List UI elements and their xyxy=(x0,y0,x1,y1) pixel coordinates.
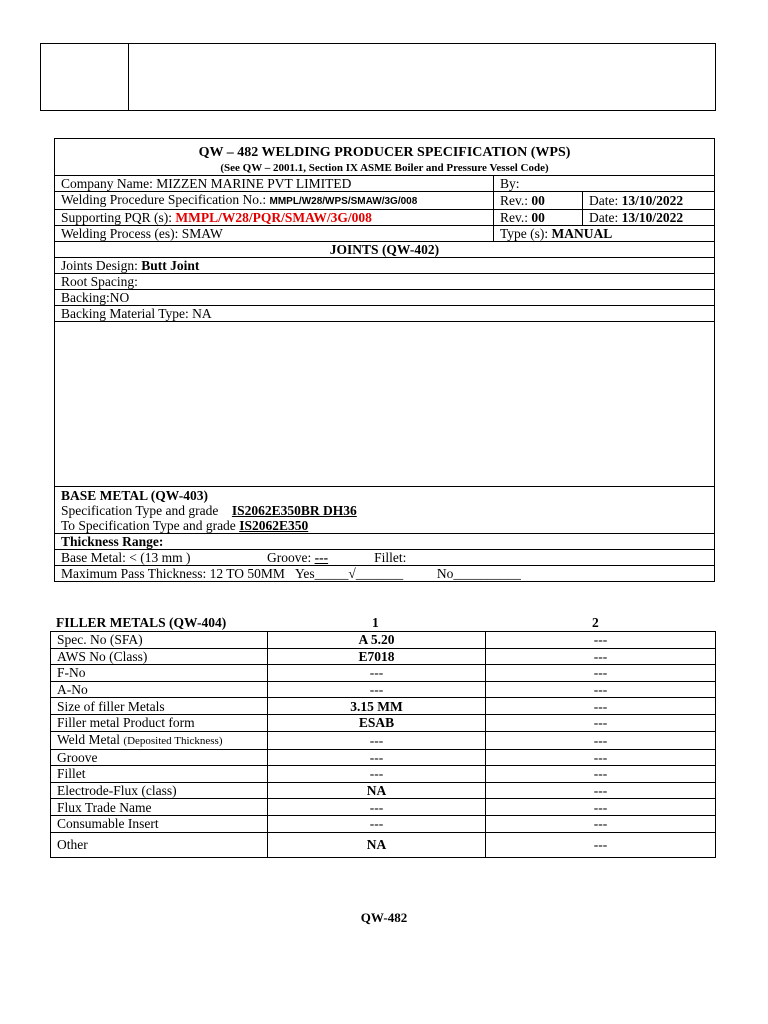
to-spec-type-grade: To Specification Type and grade IS2062E350 xyxy=(61,518,309,533)
filler-row xyxy=(51,714,716,731)
spec-type-grade: Specification Type and grade IS2062E350BR DH36 xyxy=(61,503,357,518)
filler-row xyxy=(51,749,716,766)
filler-value-1: NA xyxy=(268,782,486,799)
filler-label: AWS No (Class) xyxy=(51,648,268,665)
filler-label: Fillet xyxy=(51,766,268,783)
filler-value-1: A 5.20 xyxy=(268,632,486,649)
filler-label: Spec. No (SFA) xyxy=(51,632,268,649)
filler-value-2: --- xyxy=(486,632,716,649)
welding-process: Welding Process (es): SMAW xyxy=(55,226,494,242)
wps-date: Date: 13/10/2022 xyxy=(583,192,715,210)
filler-value-1: NA xyxy=(268,832,486,857)
filler-value-2: --- xyxy=(486,766,716,783)
by-field: By: xyxy=(494,176,715,192)
filler-label: Filler metal Product form xyxy=(51,714,268,731)
filler-value-1: --- xyxy=(268,799,486,816)
filler-label: F-No xyxy=(51,665,268,682)
filler-value-2: --- xyxy=(486,832,716,857)
wps-rev: Rev.: 00 xyxy=(494,192,583,210)
filler-value-2: --- xyxy=(486,648,716,665)
filler-value-1: ESAB xyxy=(268,714,486,731)
filler-value-2: --- xyxy=(486,714,716,731)
document-subtitle: (See QW – 2001.1, Section IX ASME Boiler and Pressure Vessel Code) xyxy=(55,162,715,176)
filler-row xyxy=(51,782,716,799)
filler-value-1: 3.15 MM xyxy=(268,698,486,715)
filler-value-1: --- xyxy=(268,665,486,682)
filler-value-1: --- xyxy=(268,731,486,749)
filler-row xyxy=(51,799,716,816)
filler-value-2: --- xyxy=(486,749,716,766)
filler-label: Groove xyxy=(51,749,268,766)
filler-label: Consumable Insert xyxy=(51,815,268,832)
filler-row xyxy=(51,665,716,682)
base-metal-thickness-row: Base Metal: < (13 mm ) Groove: --- Fillet: xyxy=(55,550,715,566)
filler-label: Weld Metal (Deposited Thickness) xyxy=(51,731,268,749)
backing-material: Backing Material Type: NA xyxy=(55,306,715,322)
joint-sketch-area xyxy=(55,322,715,487)
filler-label: A-No xyxy=(51,681,268,698)
filler-row xyxy=(51,766,716,783)
filler-row xyxy=(51,632,716,649)
filler-table xyxy=(50,631,716,858)
page-footer: QW-482 xyxy=(360,910,408,925)
filler-col-2: 2 xyxy=(592,615,599,630)
pqr-rev: Rev.: 00 xyxy=(494,210,583,226)
filler-value-1: --- xyxy=(268,749,486,766)
filler-label: Other xyxy=(51,832,268,857)
filler-row xyxy=(51,832,716,857)
filler-col-1: 1 xyxy=(372,615,379,630)
root-spacing: Root Spacing: xyxy=(55,274,715,290)
filler-value-1: E7018 xyxy=(268,648,486,665)
filler-label: Size of filler Metals xyxy=(51,698,268,715)
filler-row xyxy=(51,731,716,749)
filler-value-2: --- xyxy=(486,815,716,832)
filler-value-2: --- xyxy=(486,698,716,715)
pqr-date: Date: 13/10/2022 xyxy=(583,210,715,226)
filler-value-1: --- xyxy=(268,681,486,698)
joints-design: Joints Design: Butt Joint xyxy=(55,258,715,274)
filler-row xyxy=(51,648,716,665)
filler-row xyxy=(51,681,716,698)
filler-heading: FILLER METALS (QW-404) xyxy=(56,615,227,630)
backing: Backing:NO xyxy=(55,290,715,306)
filler-value-2: --- xyxy=(486,665,716,682)
filler-label: Flux Trade Name xyxy=(51,799,268,816)
base-metal-section xyxy=(55,487,715,534)
document-title: QW – 482 WELDING PRODUCER SPECIFICATION (WPS) xyxy=(55,139,715,163)
thickness-range-heading: Thickness Range: xyxy=(55,534,715,550)
wps-table xyxy=(54,138,715,582)
base-metal-heading: BASE METAL (QW-403) xyxy=(61,488,209,503)
filler-value-2: --- xyxy=(486,681,716,698)
filler-row xyxy=(51,698,716,715)
filler-value-1: --- xyxy=(268,815,486,832)
filler-value-2: --- xyxy=(486,782,716,799)
joints-heading: JOINTS (QW-402) xyxy=(55,242,715,258)
filler-row xyxy=(51,815,716,832)
filler-label: Electrode-Flux (class) xyxy=(51,782,268,799)
filler-value-2: --- xyxy=(486,799,716,816)
process-type: Type (s): MANUAL xyxy=(494,226,715,242)
max-pass-thickness: Maximum Pass Thickness: 12 TO 50MM Yes_____√_______ No__________ xyxy=(55,566,715,582)
filler-value-1: --- xyxy=(268,766,486,783)
company-name: Company Name: MIZZEN MARINE PVT LIMITED xyxy=(55,176,494,192)
header-divider xyxy=(128,44,129,110)
pqr-number: Supporting PQR (s): MMPL/W28/PQR/SMAW/3G/008 xyxy=(55,210,494,226)
wps-number: Welding Procedure Specification No.: MMPL/W28/WPS/SMAW/3G/008 xyxy=(55,192,494,210)
filler-value-2: --- xyxy=(486,731,716,749)
header-box xyxy=(40,43,716,111)
